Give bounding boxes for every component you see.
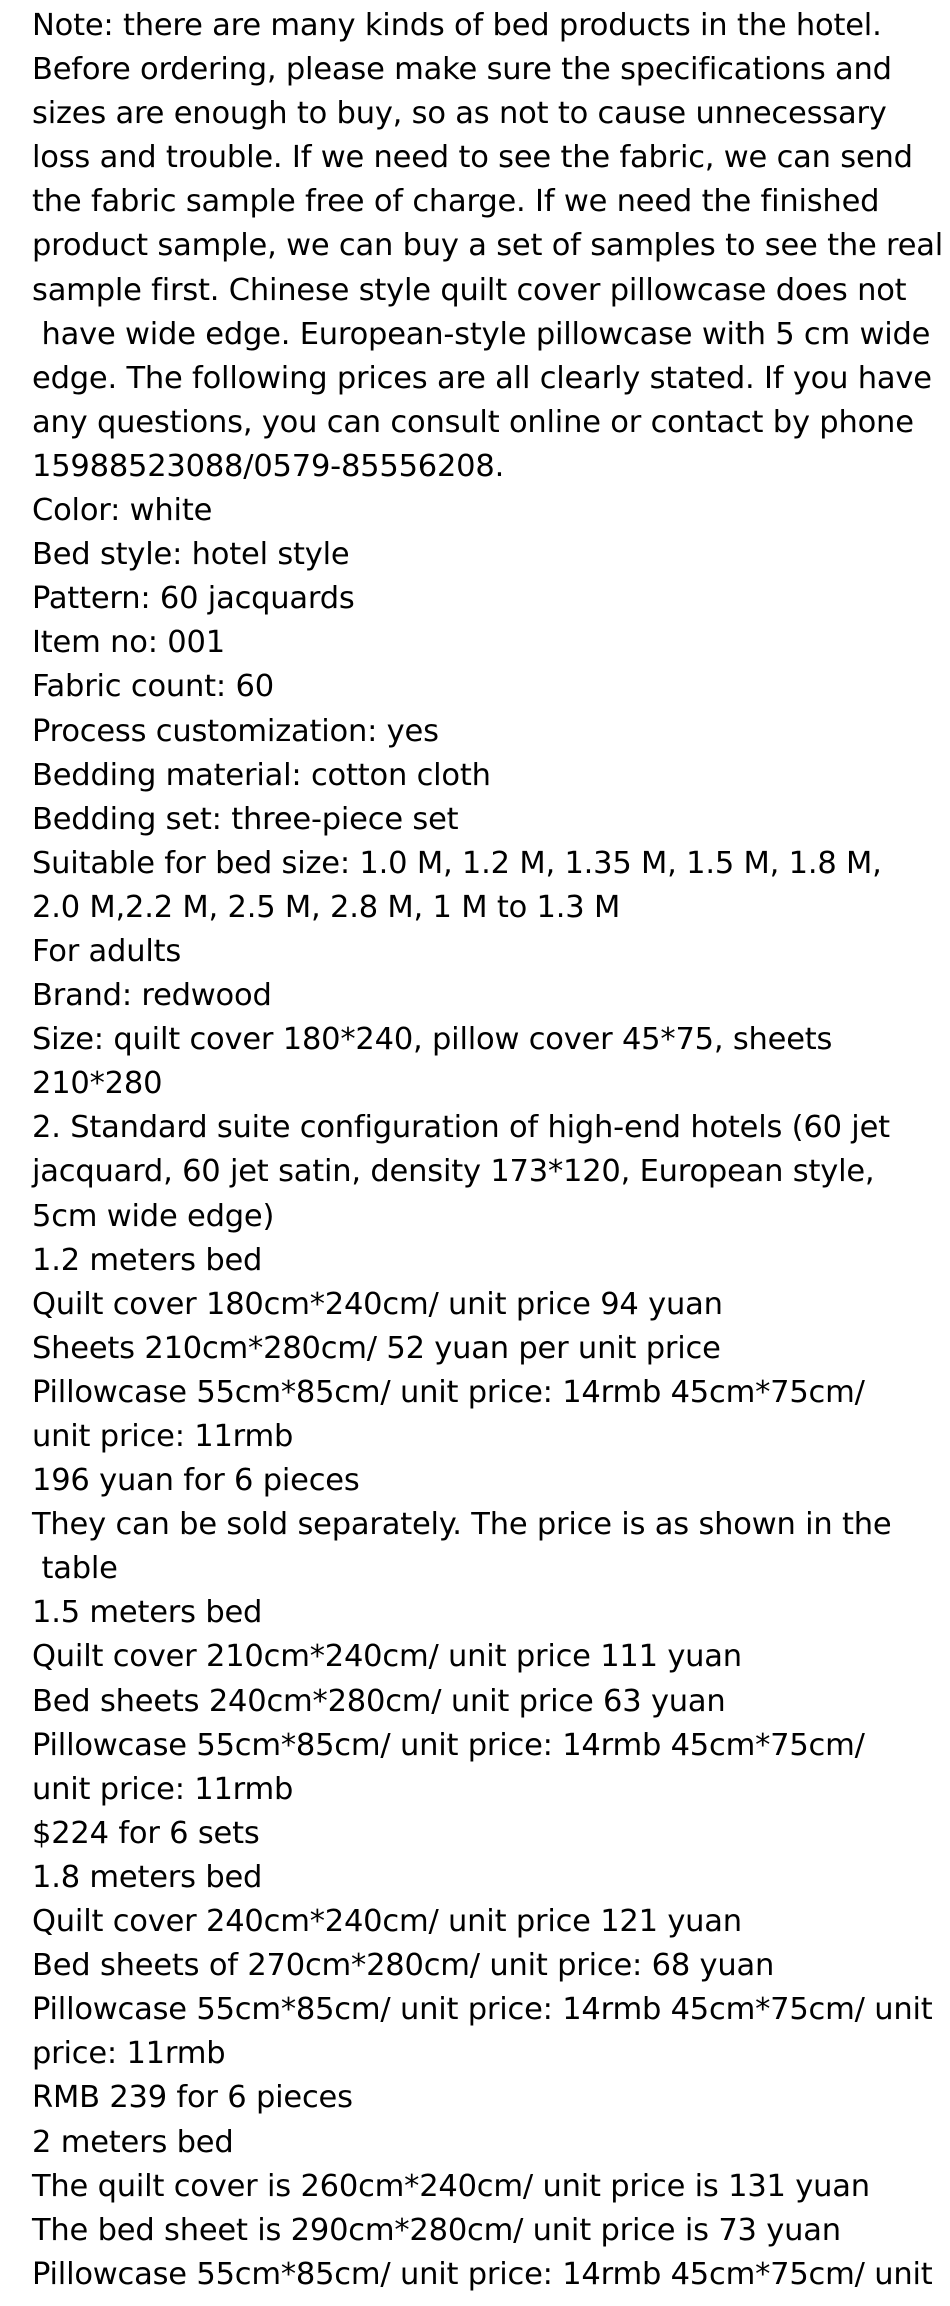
text-line: Bedding set: three-piece set [32, 801, 459, 837]
text-line: Process customization: yes [32, 713, 439, 749]
text-line: $224 for 6 sets [32, 1815, 260, 1851]
text-line: Note: there are many kinds of bed products in the hotel. [32, 8, 882, 43]
text-line: 1.5 meters bed [32, 1595, 263, 1631]
text-line: Size: quilt cover 180*240, pillow cover 45*75, sheets [32, 1022, 833, 1058]
text-line: Pillowcase 55cm*85cm/ unit price: 14rmb 45cm*75cm/ [32, 1374, 865, 1410]
text-line: 2 meters bed [32, 2124, 234, 2160]
text-line: 1.8 meters bed [32, 1859, 263, 1895]
text-line: RMB 239 for 6 pieces [32, 2080, 353, 2116]
text-line: Brand: redwood [32, 978, 272, 1014]
text-line: unit price: 11rmb [32, 1419, 294, 1454]
text-line: unit price: 11rmb [32, 1771, 294, 1807]
text-line: Before ordering, please make sure the specifications and [32, 52, 892, 88]
text-line: Quilt cover 180cm*240cm/ unit price 94 yuan [32, 1286, 723, 1322]
text-line: Quilt cover 240cm*240cm/ unit price 121 yuan [32, 1904, 742, 1940]
text-line: 2.0 M,2.2 M, 2.5 M, 2.8 M, 1 M to 1.3 M [32, 889, 621, 925]
text-line: The quilt cover is 260cm*240cm/ unit price is 131 yuan [32, 2168, 870, 2204]
text-line: 1.2 meters bed [32, 1242, 263, 1278]
text-line: product sample, we can buy a set of samples to see the real [32, 228, 944, 264]
text-line: 5cm wide edge) [32, 1198, 275, 1234]
text-line: Item no: 001 [32, 625, 225, 661]
text-line: 210*280 [32, 1066, 163, 1102]
text-line: The bed sheet is 290cm*280cm/ unit price is 73 yuan [32, 2212, 841, 2248]
text-line: Color: white [32, 493, 213, 529]
text-line: have wide edge. European-style pillowcase with 5 cm wide [32, 316, 931, 352]
text-line: any questions, you can consult online or contact by phone [32, 404, 914, 440]
text-line: jacquard, 60 jet satin, density 173*120, European style, [32, 1154, 875, 1190]
text-line: 196 yuan for 6 pieces [32, 1463, 360, 1499]
text-line: 2. Standard suite configuration of high-end hotels (60 jet [32, 1110, 890, 1146]
text-line: price: 11rmb [32, 2036, 226, 2072]
text-line: edge. The following prices are all clearly stated. If you have [32, 360, 932, 396]
text-line: sample first. Chinese style quilt cover pillowcase does not [32, 272, 907, 308]
text-line: They can be sold separately. The price is as shown in the [32, 1507, 892, 1543]
product-description [32, 4, 944, 2297]
text-line: Pattern: 60 jacquards [32, 581, 355, 617]
text-line: loss and trouble. If we need to see the fabric, we can send [32, 140, 913, 176]
text-line: Bed sheets of 270cm*280cm/ unit price: 68 yuan [32, 1948, 775, 1984]
text-line: the fabric sample free of charge. If we need the finished [32, 184, 880, 220]
text-line: Sheets 210cm*280cm/ 52 yuan per unit price [32, 1330, 721, 1366]
text-line: Bedding material: cotton cloth [32, 757, 491, 793]
text-line: Fabric count: 60 [32, 669, 274, 705]
text-line: Suitable for bed size: 1.0 M, 1.2 M, 1.35 M, 1.5 M, 1.8 M, [32, 845, 882, 881]
text-line: Bed style: hotel style [32, 537, 350, 573]
text-line: For adults [32, 933, 182, 969]
text-line: table [32, 1551, 118, 1587]
text-line: 15988523088/0579-85556208. [32, 448, 505, 484]
text-line: Pillowcase 55cm*85cm/ unit price: 14rmb 45cm*75cm/ [32, 1727, 865, 1763]
text-line: Quilt cover 210cm*240cm/ unit price 111 yuan [32, 1639, 742, 1675]
text-line: sizes are enough to buy, so as not to cause unnecessary [32, 96, 887, 132]
text-line: Pillowcase 55cm*85cm/ unit price: 14rmb 45cm*75cm/ unit [32, 1992, 933, 2028]
text-line: Bed sheets 240cm*280cm/ unit price 63 yuan [32, 1683, 726, 1719]
text-line: Pillowcase 55cm*85cm/ unit price: 14rmb 45cm*75cm/ unit [32, 2256, 933, 2292]
